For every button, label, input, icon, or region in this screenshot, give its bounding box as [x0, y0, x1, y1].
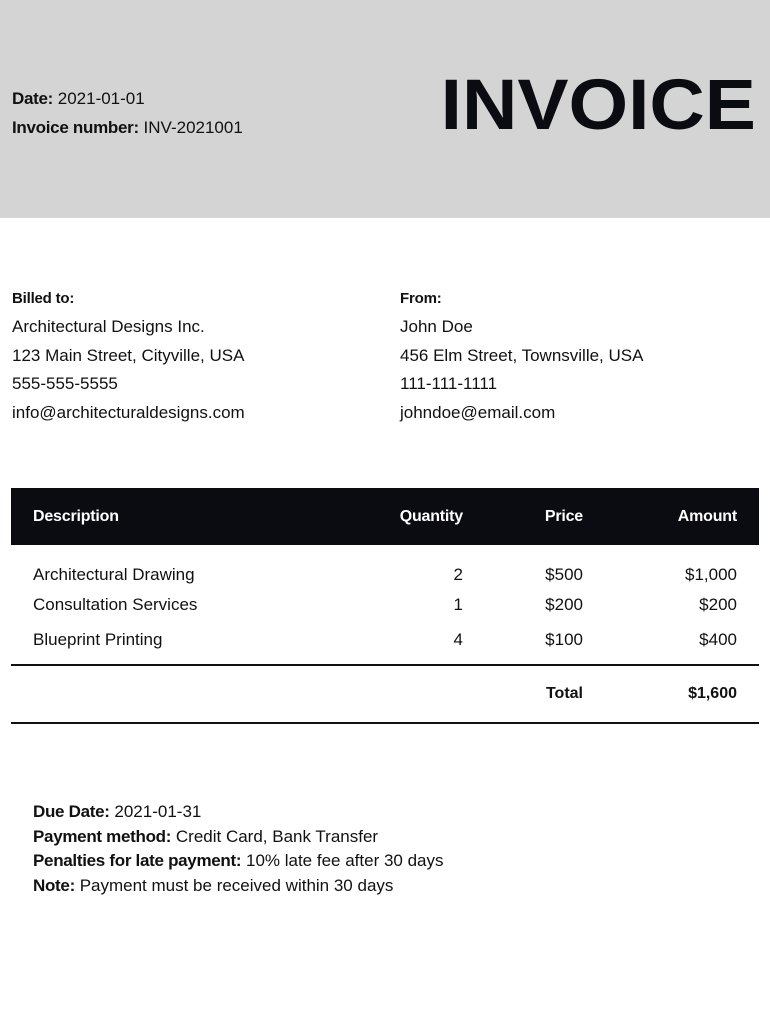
billed-to-phone: 555-555-5555 [12, 374, 118, 393]
table-header-row [11, 488, 759, 545]
from-email: johndoe@email.com [400, 402, 556, 422]
table-row [11, 585, 759, 625]
item-quantity: 2 [453, 564, 463, 584]
line-items-table [11, 488, 759, 724]
penalties-line [33, 849, 444, 874]
item-description: Blueprint Printing [33, 629, 163, 649]
total-value: $1,600 [583, 665, 759, 723]
from-address: 456 Elm Street, Townsville, USA [400, 345, 644, 365]
penalties-value: 10% late fee after 30 days [245, 851, 444, 870]
item-amount: $400 [699, 629, 737, 649]
from-phone: 111-111-1111 [400, 374, 498, 393]
invoice-number-label: Invoice number: [12, 118, 139, 137]
table-row [11, 625, 759, 665]
payment-notes [33, 800, 444, 898]
item-quantity: 4 [453, 629, 463, 649]
from-name: John Doe [400, 317, 473, 336]
billed-to-block [12, 288, 245, 427]
note-line [33, 874, 444, 899]
column-header-quantity: Quantity [399, 507, 463, 525]
due-date-line [33, 800, 444, 825]
penalties-label: Penalties for late payment: [33, 851, 242, 870]
note-label: Note: [33, 875, 75, 895]
item-price: $500 [545, 564, 583, 584]
payment-method-label: Payment method: [33, 826, 172, 846]
from-block [400, 288, 643, 427]
item-price: $200 [545, 595, 583, 614]
column-header-description: Description [33, 507, 119, 525]
item-description: Architectural Drawing [33, 564, 195, 584]
billed-to-name: Architectural Designs Inc. [12, 317, 205, 336]
note-value: Payment must be received within 30 days [79, 875, 394, 895]
billed-to-email: info@architecturaldesigns.com [12, 402, 245, 422]
item-quantity: 1 [453, 595, 463, 614]
item-amount: $1,000 [685, 564, 737, 584]
item-description: Consultation Services [33, 595, 198, 614]
date-value: 2021-01-01 [57, 89, 145, 108]
table-row [11, 545, 759, 585]
column-header-price: Price [544, 507, 583, 525]
from-label: From: [400, 290, 442, 307]
invoice-meta [12, 84, 243, 142]
total-row [11, 665, 759, 723]
date-label: Date: [12, 89, 54, 108]
billed-to-label: Billed to: [12, 290, 75, 307]
payment-method-value: Credit Card, Bank Transfer [175, 826, 379, 846]
invoice-number-value: INV-2021001 [143, 118, 243, 137]
invoice-number-line [12, 113, 243, 142]
item-amount: $200 [699, 595, 737, 614]
item-price: $100 [545, 629, 583, 649]
billed-to-address: 123 Main Street, Cityville, USA [12, 345, 245, 365]
due-date-label: Due Date: [33, 802, 110, 821]
date-line [12, 84, 243, 113]
column-header-amount: Amount [677, 507, 737, 525]
due-date-value: 2021-01-31 [114, 802, 202, 821]
payment-method-line [33, 825, 444, 850]
invoice-title: INVOICE [440, 66, 756, 145]
total-label: Total [463, 665, 583, 723]
invoice-header [0, 0, 770, 218]
